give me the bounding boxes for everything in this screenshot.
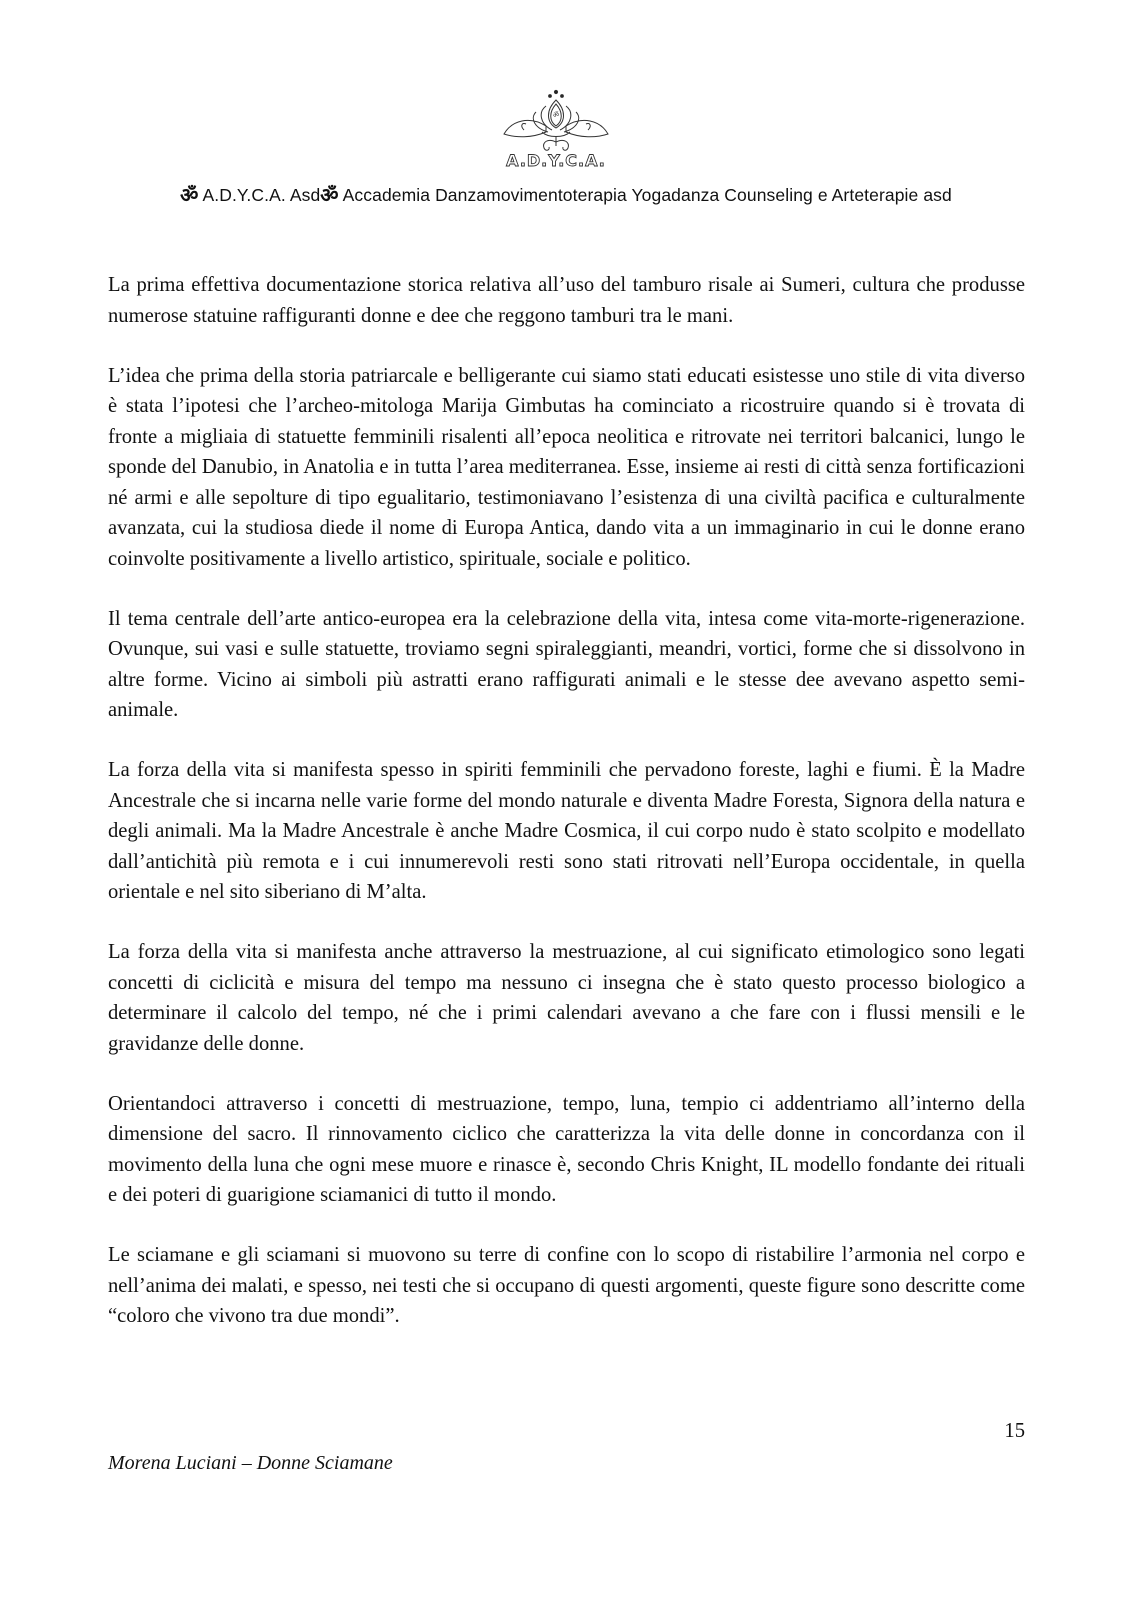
- org-short-name: A.D.Y.C.A. Asd: [202, 185, 321, 205]
- page-number: 15: [1004, 1420, 1025, 1442]
- paragraph: La forza della vita si manifesta anche attraverso la mestruazione, al cui significato etimologico sono legati concetti di ciclicità e misura del tempo ma nessuno ci insegna che è stato questo processo biologico a determinare il calcolo del tempo, né che i primi calendari avevano a che fare con i flussi mensili e le gravidanze delle donne.: [108, 941, 1025, 1055]
- adyca-logo: [486, 86, 626, 170]
- svg-text:ॐ: ॐ: [552, 111, 560, 119]
- om-icon: ॐ: [320, 183, 339, 207]
- svg-text:A.D.Y.C.A.: A.D.Y.C.A.: [506, 151, 606, 170]
- paragraph: Le sciamane e gli sciamani si muovono su terre di confine con lo scopo di ristabilire l’armonia nel corpo e nell’anima dei malati, e spesso, nei testi che si occupano di questi argomenti, queste figure sono descritte come “coloro che vivono tra due mondi”.: [108, 1244, 1025, 1327]
- lotus-om-icon: [486, 86, 626, 170]
- organization-header: [0, 180, 1132, 207]
- page-header: [0, 0, 1132, 230]
- paragraph: Orientandoci attraverso i concetti di mestruazione, tempo, luna, tempio ci addentriamo all’interno della dimensione del sacro. Il rinnovamento ciclico che caratterizza la vita delle donne in concordanza con il movimento della luna che ogni mese muore e rinasce è, secondo Chris Knight, IL modello fondante dei rituali e dei poteri di guarigione sciamanici di tutto il mondo.: [108, 1092, 1025, 1206]
- paragraph: La prima effettiva documentazione storica relativa all’uso del tamburo risale ai Sumeri, cultura che produsse numerose statuine raffiguranti donne e dee che reggono tamburi tra le mani.: [108, 274, 1025, 327]
- om-icon: ॐ: [180, 183, 199, 207]
- paragraph: La forza della vita si manifesta spesso in spiriti femminili che pervadono foreste, laghi e fiumi. È la Madre Ancestrale che si incarna nelle varie forme del mondo naturale e diventa Madre Foresta, Signora della natura e degli animali. Ma la Madre Ancestrale è anche Madre Cosmica, il cui corpo nudo è stato scolpito e modellato dall’antichità più remota e i cui innumerevoli resti sono stati ritrovati nell’Europa occidentale, in quella orientale e nel sito siberiano di M’alta.: [108, 759, 1025, 903]
- org-full-name: Accademia Danzamovimentoterapia Yogadanza Counseling e Arteterapie asd: [342, 185, 952, 205]
- paragraph: Il tema centrale dell’arte antico-europea era la celebrazione della vita, intesa come vita-morte-rigenerazione. Ovunque, sui vasi e sulle statuette, troviamo segni spiraleggianti, meandri, vortici, forme che si dissolvono in altre forme. Vicino ai simboli più astratti erano raffigurati animali e le stesse dee avevano aspetto semi-animale.: [108, 607, 1025, 721]
- footer-author-title: Morena Luciani – Donne Sciamane: [108, 1452, 393, 1474]
- paragraph: L’idea che prima della storia patriarcale e belligerante cui siamo stati educati esistesse uno stile di vita diverso è stata l’ipotesi che l’archeo-mitologa Marija Gimbutas ha cominciato a ricostruire quando si è trovata di fronte a migliaia di statuette femminili risalenti all’epoca neolitica e ritrovate nei territori balcanici, lungo le sponde del Danubio, in Anatolia e in tutta l’area mediterranea. Esse, insieme ai resti di città senza fortificazioni né armi e alle sepolture di tipo egualitario, testimoniavano l’esistenza di una civiltà pacifica e culturalmente avanzata, cui la studiosa diede il nome di Europa Antica, dando vita a un immaginario in cui le donne erano coinvolte positivamente a livello artistico, spirituale, sociale e politico.: [108, 364, 1025, 570]
- document-body: [108, 270, 1025, 1332]
